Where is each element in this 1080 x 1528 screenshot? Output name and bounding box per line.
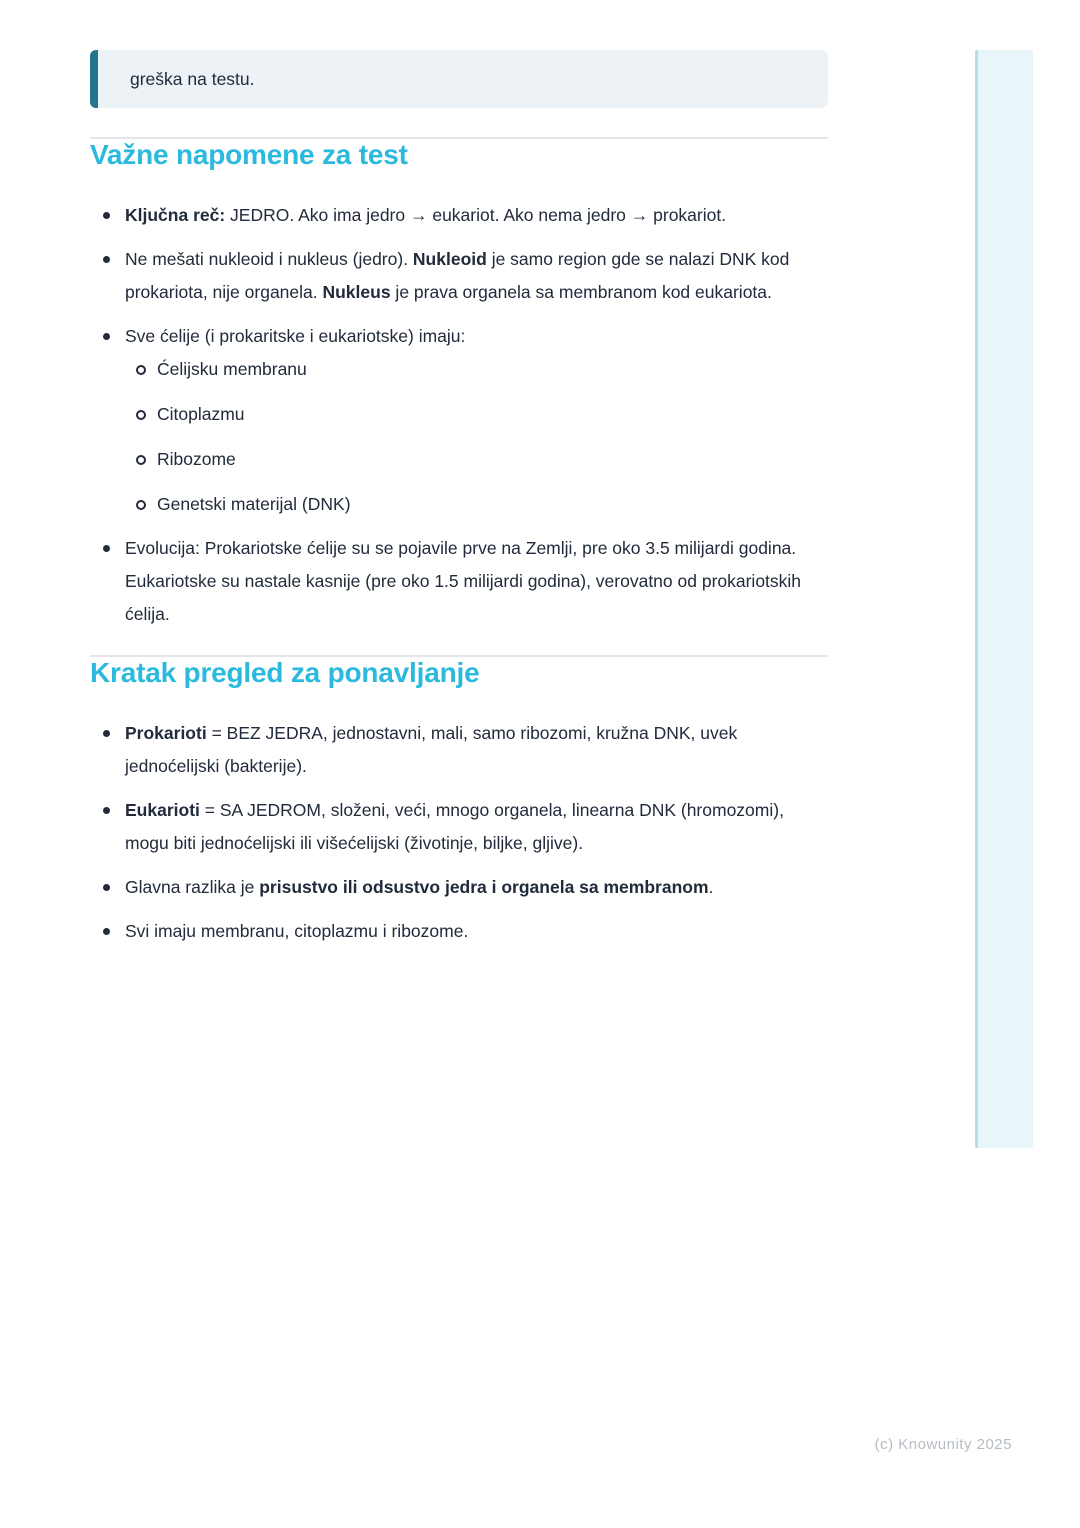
callout bbox=[90, 50, 828, 108]
bullet-icon bbox=[103, 256, 110, 263]
list-item bbox=[90, 532, 828, 631]
bullet-icon bbox=[103, 884, 110, 891]
bullet-icon bbox=[103, 545, 110, 552]
list-item-text: Ne mešati nukleoid i nukleus (jedro). Nukleoid je samo region gde se nalazi DNK kod prokariota, nije organela. Nukleus je prava organela sa membranom kod eukariota. bbox=[125, 249, 790, 302]
list-item bbox=[90, 199, 828, 232]
list-item-text: Prokarioti = BEZ JEDRA, jednostavni, mali, samo ribozomi, kružna DNK, uvek jednoćelijski (bakterije). bbox=[125, 723, 738, 776]
section-heading: Kratak pregled za ponavljanje bbox=[90, 657, 480, 688]
note-content bbox=[90, 0, 828, 948]
bullet-icon bbox=[103, 333, 110, 340]
list-item-text: Eukarioti = SA JEDROM, složeni, veći, mnogo organela, linearna DNK (hromozomi), mogu biti jednoćelijski ili višećelijski (životinje, biljke, gljive). bbox=[125, 800, 784, 853]
sub-bullet-list bbox=[125, 353, 828, 521]
sub-list-item-text: Ribozome bbox=[157, 449, 236, 469]
circle-bullet-icon bbox=[136, 410, 146, 420]
list-item bbox=[90, 717, 828, 783]
bullet-icon bbox=[103, 807, 110, 814]
list-item-text: Svi imaju membranu, citoplazmu i ribozome. bbox=[125, 921, 469, 941]
list-item bbox=[90, 871, 828, 904]
callout-text: greška na testu. bbox=[130, 69, 255, 89]
list-item bbox=[90, 915, 828, 948]
section-vazne-napomene bbox=[90, 139, 828, 631]
bullet-icon bbox=[103, 730, 110, 737]
list-item bbox=[90, 794, 828, 860]
bullet-list bbox=[90, 199, 828, 631]
sub-list-item-text: Ćelijsku membranu bbox=[157, 359, 307, 379]
list-item bbox=[90, 320, 828, 521]
bullet-list bbox=[90, 717, 828, 948]
bullet-icon bbox=[103, 212, 110, 219]
section-heading: Važne napomene za test bbox=[90, 139, 408, 170]
circle-bullet-icon bbox=[136, 365, 146, 375]
sub-list-item bbox=[125, 353, 828, 386]
sub-list-item-text: Citoplazmu bbox=[157, 404, 245, 424]
list-item-text: Ključna reč: JEDRO. Ako ima jedro → eukariot. Ako nema jedro → prokariot. bbox=[125, 205, 727, 225]
circle-bullet-icon bbox=[136, 500, 146, 510]
page-footer: (c) Knowunity 2025 bbox=[874, 1436, 1012, 1453]
list-item-text: Evolucija: Prokariotske ćelije su se pojavile prve na Zemlji, pre oko 3.5 milijardi godina. Eukariotske su nastale kasnije (pre oko 1.5 milijardi godina), verovatno od prokariotskih ćelija. bbox=[125, 538, 802, 624]
list-item-text: Sve ćelije (i prokaritske i eukariotske) imaju: bbox=[125, 326, 466, 346]
bullet-icon bbox=[103, 928, 110, 935]
page-edge-strip bbox=[975, 50, 1033, 1148]
sub-list-item bbox=[125, 398, 828, 431]
sub-list-item-text: Genetski materijal (DNK) bbox=[157, 494, 351, 514]
list-item bbox=[90, 243, 828, 309]
circle-bullet-icon bbox=[136, 455, 146, 465]
sub-list-item bbox=[125, 443, 828, 476]
list-item-text: Glavna razlika je prisustvo ili odsustvo jedra i organela sa membranom. bbox=[125, 877, 714, 897]
section-kratak-pregled bbox=[90, 657, 828, 948]
sub-list-item bbox=[125, 488, 828, 521]
